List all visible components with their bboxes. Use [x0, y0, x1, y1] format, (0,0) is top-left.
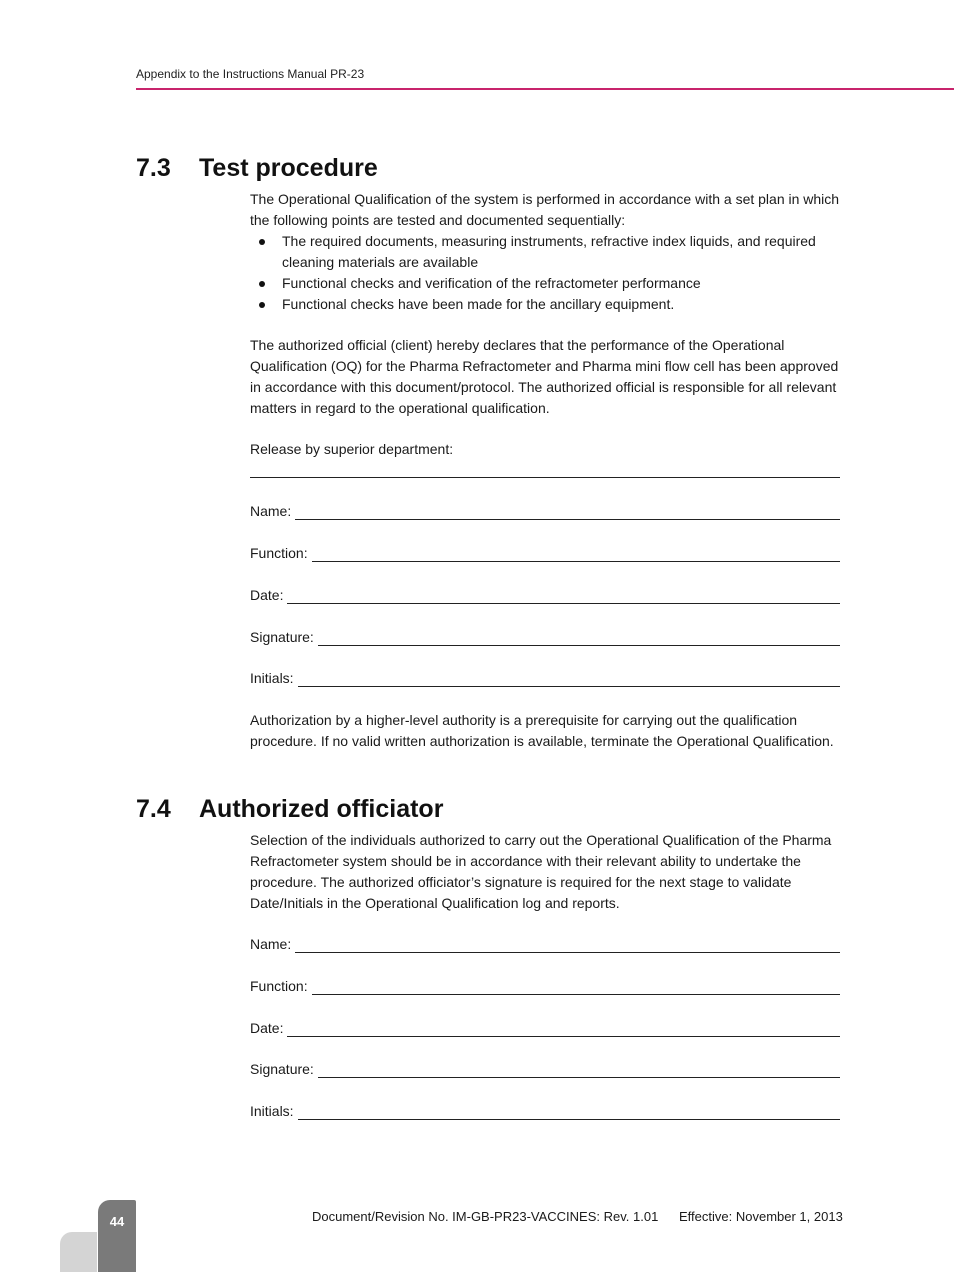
release-label: Release by superior department: — [250, 441, 454, 457]
running-header: Appendix to the Instructions Manual PR-23 — [136, 67, 365, 81]
field-label: Function: — [250, 978, 308, 994]
field-line[interactable] — [318, 629, 840, 646]
document-revision: Document/Revision No. IM-GB-PR23-VACCINES: Rev. 1.01 — [312, 1209, 659, 1224]
officiator-date-field[interactable] — [250, 1018, 840, 1039]
section-7-4-heading — [136, 794, 443, 824]
officiator-intro: Selection of the individuals authorized to carry out the Operational Qualification of the Pharma Refractometer system should be in accordance with their relevant ability to undertake the procedure. The authorized officiator’s signature is required for the next stage to validate Date/Initials in the Operational Qualification log and reports. — [250, 832, 832, 911]
header-rule — [136, 88, 954, 90]
officiator-function-field[interactable] — [250, 976, 840, 997]
bullet-icon — [259, 302, 265, 308]
field-line[interactable] — [312, 978, 840, 995]
field-label: Name: — [250, 936, 292, 952]
field-label: Name: — [250, 503, 292, 519]
field-line[interactable] — [298, 670, 840, 687]
tested-points-list — [250, 231, 842, 315]
release-signature-field[interactable] — [250, 627, 840, 648]
list-item: Functional checks and verification of the refractometer performance — [250, 273, 842, 294]
list-item: Functional checks have been made for the ancillary equipment. — [250, 294, 842, 315]
section-number: 7.3 — [136, 154, 171, 182]
officiator-signature-field[interactable] — [250, 1059, 840, 1080]
bullet-icon — [259, 239, 265, 245]
officiator-initials-field[interactable] — [250, 1101, 840, 1122]
field-line[interactable] — [287, 1020, 840, 1037]
release-name-field[interactable] — [250, 501, 840, 522]
field-line[interactable] — [312, 545, 840, 562]
section-7-3-heading — [136, 153, 378, 183]
test-procedure-intro: The Operational Qualification of the system is performed in accordance with a set plan in which the following points are tested and documented sequentially: — [250, 191, 840, 228]
page-number: 44 — [109, 1214, 125, 1229]
authorization-note: Authorization by a higher-level authority is a prerequisite for carrying out the qualification procedure. If no valid written authorization is available, terminate the Operational Qualification. — [250, 712, 834, 749]
field-label: Initials: — [250, 1103, 294, 1119]
list-item: The required documents, measuring instruments, refractive index liquids, and required cleaning materials are available — [250, 231, 842, 273]
section-number: 7.4 — [136, 795, 171, 823]
section-title: Test procedure — [199, 154, 378, 182]
release-signature-line[interactable] — [250, 477, 840, 478]
field-line[interactable] — [298, 1103, 840, 1120]
field-line[interactable] — [318, 1061, 840, 1078]
officiator-name-field[interactable] — [250, 934, 840, 955]
field-line[interactable] — [287, 587, 840, 604]
authorization-declaration: The authorized official (client) hereby declares that the performance of the Operational Qualification (OQ) for the Pharma Refractometer and Pharma mini flow cell has been approved in accordance with this document/protocol. The authorized official is responsible for all relevant matters in regard to the operational qualification. — [250, 337, 839, 416]
field-label: Signature: — [250, 629, 314, 645]
field-label: Signature: — [250, 1061, 314, 1077]
release-initials-field[interactable] — [250, 668, 840, 689]
field-label: Date: — [250, 1020, 284, 1036]
page-number-tab — [98, 1200, 136, 1272]
release-function-field[interactable] — [250, 543, 840, 564]
release-date-field[interactable] — [250, 585, 840, 606]
field-label: Function: — [250, 545, 308, 561]
field-line[interactable] — [295, 503, 840, 520]
page-tab-decoration — [60, 1232, 97, 1272]
field-line[interactable] — [295, 936, 840, 953]
bullet-icon — [259, 281, 265, 287]
section-title: Authorized officiator — [199, 795, 444, 823]
field-label: Initials: — [250, 670, 294, 686]
field-label: Date: — [250, 587, 284, 603]
effective-date: Effective: November 1, 2013 — [679, 1209, 843, 1224]
